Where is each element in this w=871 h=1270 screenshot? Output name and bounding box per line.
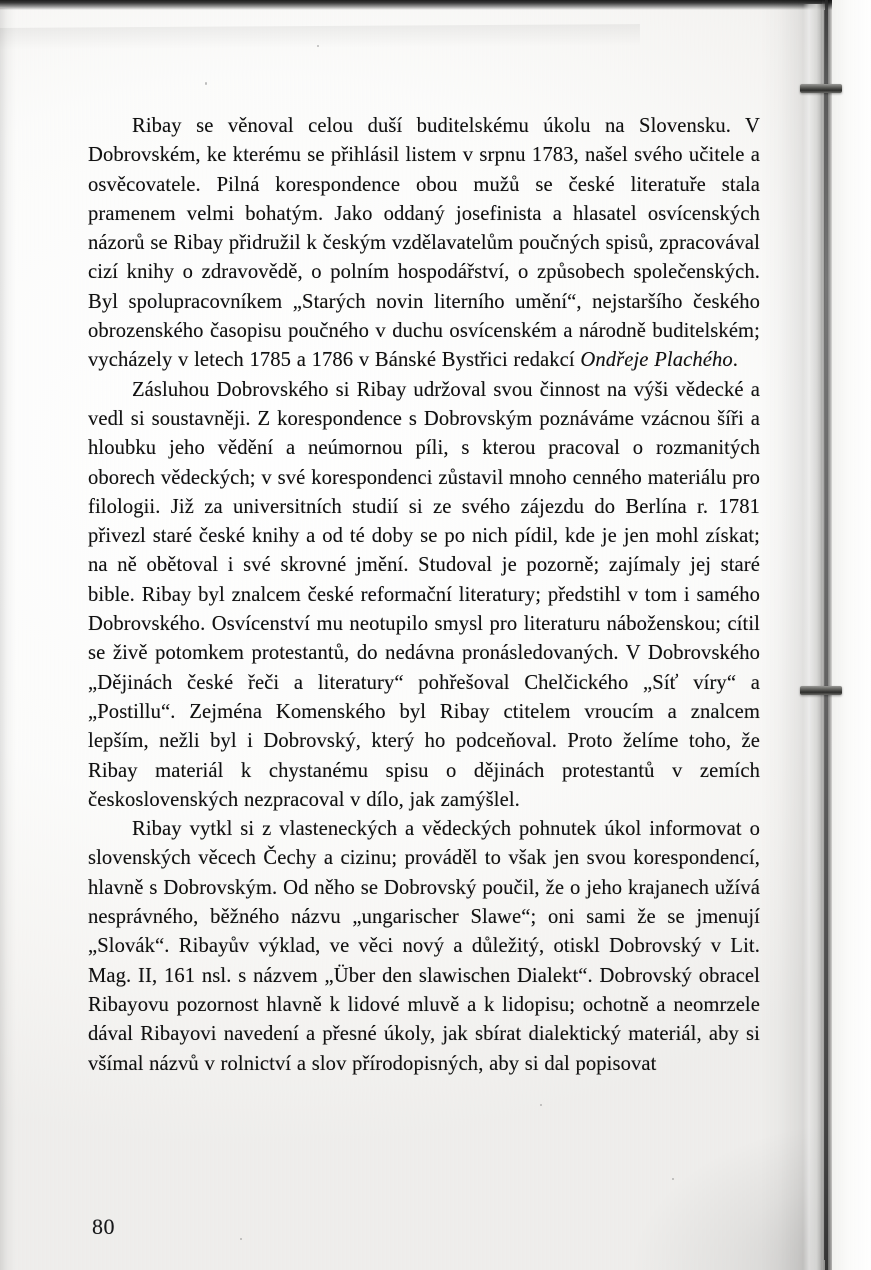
- page-text-column: [88, 112, 760, 1079]
- scan-top-edge-band: [0, 0, 871, 10]
- scan-speck: [317, 45, 319, 47]
- page-number: 80: [92, 1214, 115, 1239]
- outer-background: [832, 0, 871, 1270]
- paragraph-1-text: Ribay se věnoval celou duší buditelskému úkolu na Slovensku. V Dobrovském, ke kterému se přihlásil listem v srpnu 1783, našel svého učitele a osvěcovatele. Pilná korespondence obou mužů se české literatuře stala pramenem velmi bohatým. Jako oddaný josefinista a hlasatel osvícenských názorů se Ribay přidružil k českým vzdělavatelům poučných spisů, zpracovával cizí knihy o zdravovědě, o polním hospodářství, o způsobech společenských. Byl spolupracovníkem „Starých novin literního umění“, nejstaršího českého obrozenského časopisu poučného v duchu osvícenském a národně buditelském; vycházely v letech 1785 a 1786 v Bánské Bystřici redakcí: [88, 115, 760, 372]
- scan-speck: [540, 1104, 542, 1106]
- paragraph-1: [88, 112, 760, 376]
- page-top-curl-shadow: [0, 24, 640, 50]
- paragraph-1-italic-title: Ondřeje Plachého: [580, 349, 733, 372]
- page-left-edge-shadow: [0, 8, 16, 1270]
- scan-speck: [240, 1238, 242, 1240]
- binding-staple-bottom: [800, 686, 842, 695]
- paragraph-1-tail: .: [732, 349, 739, 372]
- gutter-hairline: [824, 10, 825, 1260]
- paragraph-2: [88, 376, 760, 815]
- binding-staple-top: [800, 84, 842, 93]
- paragraph-3: [88, 815, 760, 1079]
- paragraph-2-text: Zásluhou Dobrovského si Ribay udržoval svou činnost na výši vědecké a vedl si soustavněji. Z korespondence s Dobrovským poznáváme vzácnou šíři a hloubku jeho vědění a neúmornou píli, s kterou pracoval o rozmanitých oborech vědeckých; v své korespondenci zůstavil mnoho cenného materiálu pro filologii. Již za universitních studií si ze svého zájezdu do Berlína r. 1781 přivezl staré české knihy a od té doby se po nich pídil, kde je jen mohl získat; na ně obětoval i své skrovné jmění. Studoval je pozorně; zajímaly jej staré bible. Ribay byl znalcem české reformační literatury; předstihl v tom i samého Dobrovského. Osvícenství mu neotupilo smysl pro literaturu náboženskou; cítil se živě potomkem protestantů, do nedávna pronásledovaných. V Dobrovského „Dějinách české řeči a literatury“ pohřešoval Chelčického „Síť víry“ a „Postillu“. Zejména Komenského byl Ribay ctitelem vroucím a znalcem lepším, nežli byl i Dobrovský, který ho podceňoval. Proto želíme toho, že Ribay materiál k chystanému spisu o dějinách protestantů v zemích československých nezpracoval v dílo, jak zamýšlel.: [88, 378, 760, 811]
- scan-speck: [672, 1178, 674, 1180]
- scan-speck: [205, 82, 207, 85]
- paragraph-3-text: Ribay vytkl si z vlasteneckých a vědeckých pohnutek úkol informovat o slovenských věcech Čechy a cizinu; prováděl to však jen svou korespondencí, hlavně s Dobrovským. Od něho se Dobrovský poučil, že o jeho krajanech užívá nesprávného, běžného názvu „ungarischer Slawe“; oni sami že se jmenují „Slovák“. Ribayův výklad, ve věci nový a důležitý, otiskl Dobrovský v Lit. Mag. II, 161 nsl. s názvem „Über den slawischen Dialekt“. Dobrovský obracel Ribayovu pozornost hlavně k lidové mluvě a k lidopisu; ochotně a neomrzele dával Ribayovi navedení a přesné úkoly, jak sbírat dialektický materiál, aby si všímal názvů v rolnictví a slov přírodopisných, aby si dal popisovat: [88, 818, 760, 1075]
- spine-dark-line: [825, 0, 828, 1270]
